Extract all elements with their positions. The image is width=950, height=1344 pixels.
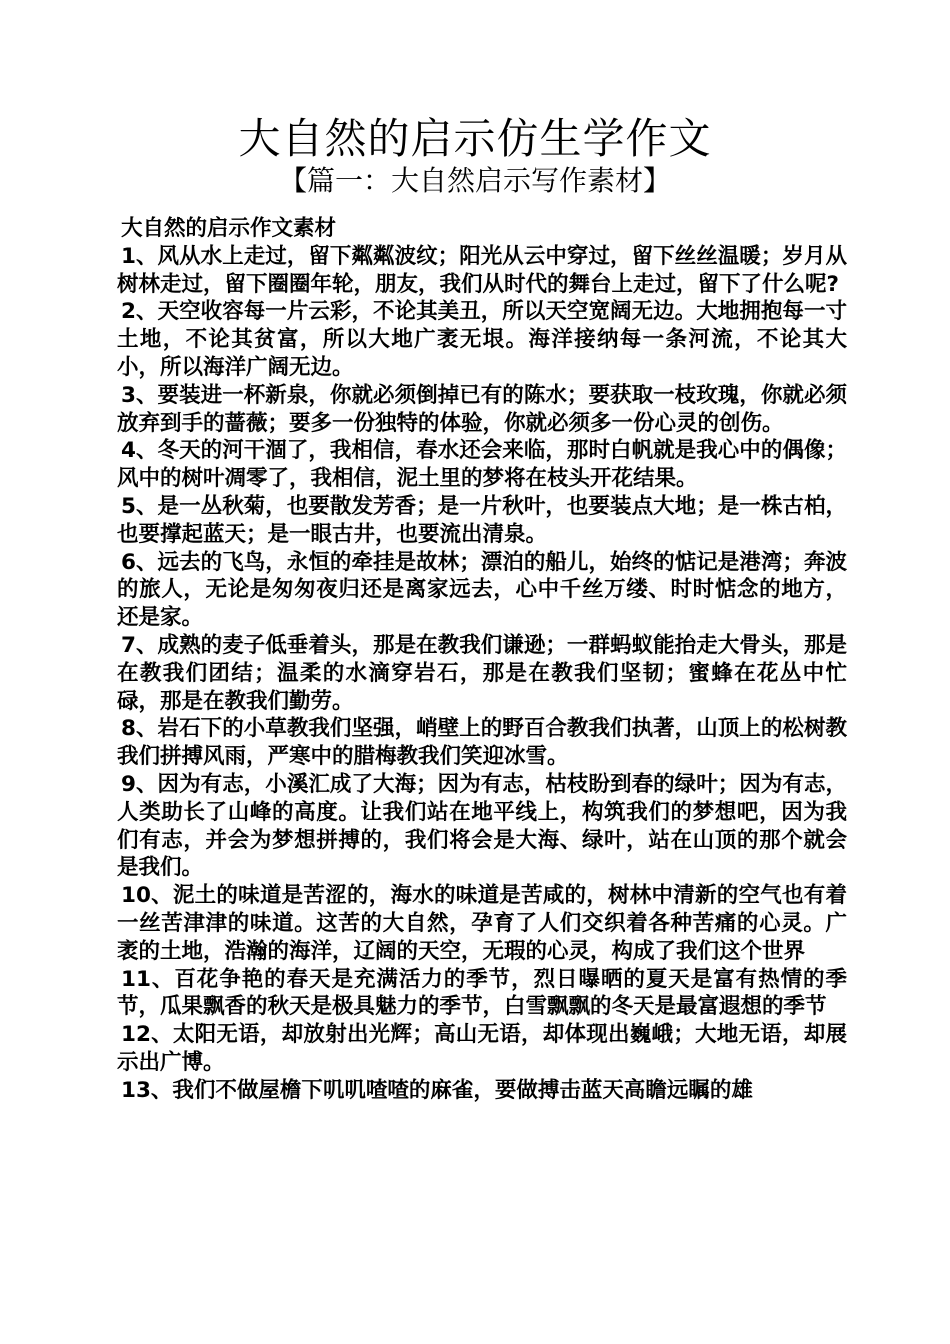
- document-body: [117, 215, 847, 1105]
- section-heading: 大自然的启示作文素材: [121, 216, 337, 241]
- paragraph-13: 13、我们不做屋檐下叽叽喳喳的麻雀，要做搏击蓝天高瞻远瞩的雄: [121, 1077, 753, 1103]
- paragraph-3: 3、要装进一杯新泉，你就必须倒掉已有的陈水；要获取一枝玫瑰，你就必须放弃到手的蔷薇；要多一份独特的体验，你就必须多一份心灵的创伤。: [117, 382, 847, 436]
- paragraph-9: 9、因为有志，小溪汇成了大海；因为有志，枯枝盼到春的绿叶；因为有志，人类助长了山峰的高度。让我们站在地平线上，构筑我们的梦想吧，因为我们有志，并会为梦想拼搏的，我们将会是大海、绿叶，站在山顶的那个就会是我们。: [117, 771, 847, 881]
- paragraph-11: 11、百花争艳的春天是充满活力的季节，烈日曝晒的夏天是富有热情的季节，瓜果飘香的秋天是极具魅力的季节，白雪飘飘的冬天是最富遐想的季节: [117, 966, 847, 1020]
- document-subtitle: 【篇一：大自然启示写作素材】: [278, 164, 671, 197]
- paragraph-5: 5、是一丛秋菊，也要散发芳香；是一片秋叶，也要装点大地；是一株古柏，也要撑起蓝天；是一眼古井，也要流出清泉。: [117, 493, 847, 547]
- paragraph-4: 4、冬天的河干涸了，我相信，春水还会来临，那时白帆就是我心中的偶像；风中的树叶凋零了，我相信，泥土里的梦将在枝头开花结果。: [117, 438, 847, 492]
- paragraph-12: 12、太阳无语，却放射出光辉；高山无语，却体现出巍峨；大地无语，却展示出广博。: [117, 1022, 847, 1075]
- paragraph-8: 8、岩石下的小草教我们坚强，峭壁上的野百合教我们执著，山顶上的松树教我们拼搏风雨，严寒中的腊梅教我们笑迎冰雪。: [117, 716, 847, 770]
- paragraph-2: 2、天空收容每一片云彩，不论其美丑，所以天空宽阔无边。大地拥抱每一寸土地，不论其贫富，所以大地广袤无垠。海洋接纳每一条河流，不论其大小，所以海洋广阔无边。: [117, 299, 847, 380]
- paragraph-7: 7、成熟的麦子低垂着头，那是在教我们谦逊；一群蚂蚁能抬走大骨头，那是在教我们团结；温柔的水滴穿岩石，那是在教我们坚韧；蜜蜂在花丛中忙碌，那是在教我们勤劳。: [117, 632, 847, 714]
- document-title: 大自然的启示仿生学作文: [238, 114, 712, 163]
- paragraph-1: 1、风从水上走过，留下粼粼波纹；阳光从云中穿过，留下丝丝温暖；岁月从树林走过，留下圈圈年轮，朋友，我们从时代的舞台上走过，留下了什么呢?: [117, 243, 847, 297]
- paragraph-10: 10、泥土的味道是苦涩的，海水的味道是苦咸的，树林中清新的空气也有着一丝苦津津的味道。这苦的大自然，孕育了人们交织着各种苦痛的心灵。广袤的土地，浩瀚的海洋，辽阔的天空，无瑕的心灵，构成了我们这个世界: [117, 883, 847, 964]
- paragraph-6: 6、远去的飞鸟，永恒的牵挂是故林；漂泊的船儿，始终的惦记是港湾；奔波的旅人，无论是匆匆夜归还是离家远去，心中千丝万缕、时时惦念的地方，还是家。: [117, 549, 847, 631]
